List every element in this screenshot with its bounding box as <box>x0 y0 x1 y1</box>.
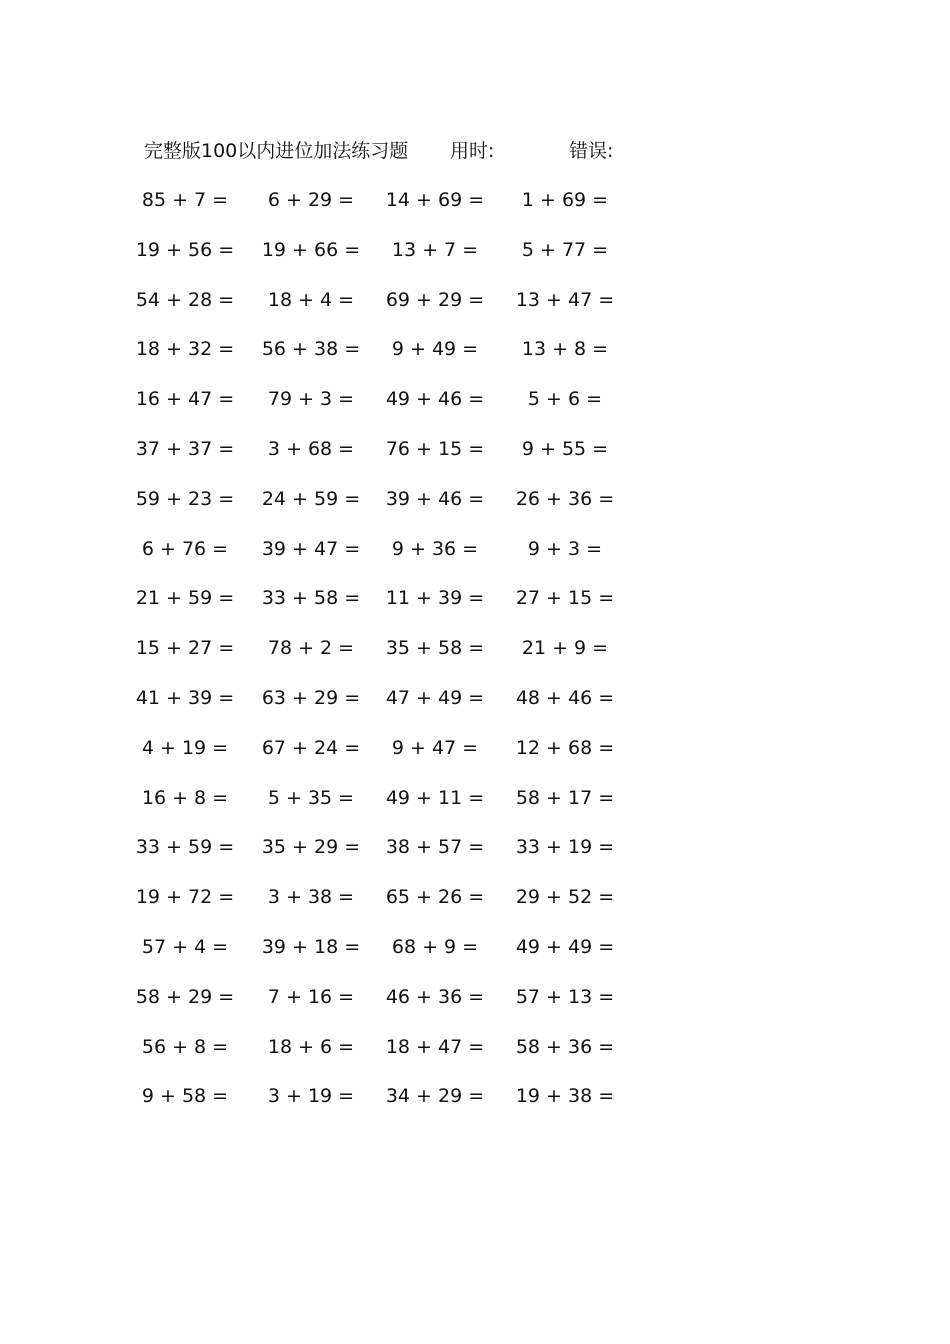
addition-problem: 59 + 23 = <box>135 487 235 510</box>
problem-row <box>0 334 950 384</box>
addition-problem: 24 + 59 = <box>261 487 361 510</box>
problem-row <box>0 783 950 833</box>
addition-problem: 35 + 29 = <box>261 836 361 859</box>
worksheet-header <box>144 137 664 165</box>
addition-problem: 39 + 46 = <box>385 487 485 510</box>
addition-problem: 58 + 36 = <box>515 1035 615 1058</box>
addition-problem: 67 + 24 = <box>261 736 361 759</box>
addition-problem: 27 + 15 = <box>515 587 615 610</box>
addition-problem: 3 + 68 = <box>267 437 355 460</box>
addition-problem: 33 + 59 = <box>135 836 235 859</box>
addition-problem: 58 + 17 = <box>515 786 615 809</box>
problem-row <box>0 434 950 484</box>
addition-problem: 18 + 4 = <box>267 288 355 311</box>
problem-row <box>0 384 950 434</box>
addition-problem: 79 + 3 = <box>267 388 355 411</box>
addition-problem: 9 + 47 = <box>391 736 479 759</box>
problem-row <box>0 484 950 534</box>
addition-problem: 13 + 7 = <box>391 238 479 261</box>
addition-problem: 19 + 56 = <box>135 238 235 261</box>
addition-problem: 33 + 58 = <box>261 587 361 610</box>
addition-problem: 14 + 69 = <box>385 189 485 211</box>
addition-problem: 4 + 19 = <box>141 736 229 759</box>
addition-problem: 38 + 57 = <box>385 836 485 859</box>
addition-problem: 9 + 55 = <box>521 437 609 460</box>
addition-problem: 68 + 9 = <box>391 935 479 958</box>
addition-problem: 78 + 2 = <box>267 637 355 660</box>
problem-row <box>0 633 950 683</box>
addition-problem: 5 + 77 = <box>521 238 609 261</box>
addition-problem: 76 + 15 = <box>385 437 485 460</box>
addition-problem: 39 + 47 = <box>261 537 361 560</box>
addition-problem: 26 + 36 = <box>515 487 615 510</box>
addition-problem: 57 + 4 = <box>141 935 229 958</box>
addition-problem: 41 + 39 = <box>135 686 235 709</box>
addition-problem: 18 + 32 = <box>135 338 235 361</box>
addition-problem: 9 + 49 = <box>391 338 479 361</box>
problem-row <box>0 882 950 932</box>
addition-problem: 7 + 16 = <box>267 985 355 1008</box>
problem-row <box>0 932 950 982</box>
addition-problem: 56 + 38 = <box>261 338 361 361</box>
problem-row <box>0 1032 950 1082</box>
addition-problem: 56 + 8 = <box>141 1035 229 1058</box>
addition-problem: 6 + 29 = <box>267 189 355 211</box>
worksheet-title: 完整版100以内进位加法练习题 <box>144 140 409 162</box>
addition-problem: 39 + 18 = <box>261 935 361 958</box>
problem-row <box>0 683 950 733</box>
errors-label: 错误: <box>569 140 614 162</box>
addition-problem: 57 + 13 = <box>515 985 615 1008</box>
problem-row <box>0 832 950 882</box>
addition-problem: 9 + 58 = <box>141 1085 229 1108</box>
problem-row <box>0 235 950 285</box>
addition-problem: 19 + 66 = <box>261 238 361 261</box>
addition-problem: 49 + 11 = <box>385 786 485 809</box>
addition-problem: 11 + 39 = <box>385 587 485 610</box>
addition-problem: 69 + 29 = <box>385 288 485 311</box>
addition-problem: 33 + 19 = <box>515 836 615 859</box>
addition-problem: 49 + 46 = <box>385 388 485 411</box>
addition-problem: 47 + 49 = <box>385 686 485 709</box>
addition-problem: 35 + 58 = <box>385 637 485 660</box>
problem-row <box>0 185 950 235</box>
problem-row <box>0 583 950 633</box>
addition-problem: 13 + 8 = <box>521 338 609 361</box>
addition-problem: 21 + 59 = <box>135 587 235 610</box>
problem-row <box>0 982 950 1032</box>
addition-problem: 19 + 38 = <box>515 1085 615 1108</box>
addition-problem: 21 + 9 = <box>521 637 609 660</box>
addition-problem: 54 + 28 = <box>135 288 235 311</box>
time-label: 用时: <box>450 140 495 162</box>
problem-grid <box>0 185 950 1131</box>
problem-row <box>0 1081 950 1131</box>
problem-row <box>0 534 950 584</box>
addition-problem: 37 + 37 = <box>135 437 235 460</box>
addition-problem: 63 + 29 = <box>261 686 361 709</box>
addition-problem: 18 + 6 = <box>267 1035 355 1058</box>
problem-row <box>0 285 950 335</box>
addition-problem: 85 + 7 = <box>141 189 229 211</box>
addition-problem: 34 + 29 = <box>385 1085 485 1108</box>
addition-problem: 3 + 38 = <box>267 886 355 909</box>
addition-problem: 12 + 68 = <box>515 736 615 759</box>
addition-problem: 5 + 35 = <box>267 786 355 809</box>
addition-problem: 9 + 3 = <box>527 537 603 560</box>
addition-problem: 48 + 46 = <box>515 686 615 709</box>
addition-problem: 16 + 47 = <box>135 388 235 411</box>
addition-problem: 65 + 26 = <box>385 886 485 909</box>
problem-row <box>0 733 950 783</box>
addition-problem: 29 + 52 = <box>515 886 615 909</box>
addition-problem: 16 + 8 = <box>141 786 229 809</box>
addition-problem: 3 + 19 = <box>267 1085 355 1108</box>
addition-problem: 9 + 36 = <box>391 537 479 560</box>
addition-problem: 5 + 6 = <box>527 388 603 411</box>
addition-problem: 18 + 47 = <box>385 1035 485 1058</box>
addition-problem: 13 + 47 = <box>515 288 615 311</box>
addition-problem: 58 + 29 = <box>135 985 235 1008</box>
addition-problem: 6 + 76 = <box>141 537 229 560</box>
addition-problem: 46 + 36 = <box>385 985 485 1008</box>
addition-problem: 19 + 72 = <box>135 886 235 909</box>
addition-problem: 15 + 27 = <box>135 637 235 660</box>
addition-problem: 49 + 49 = <box>515 935 615 958</box>
addition-problem: 1 + 69 = <box>521 189 609 211</box>
